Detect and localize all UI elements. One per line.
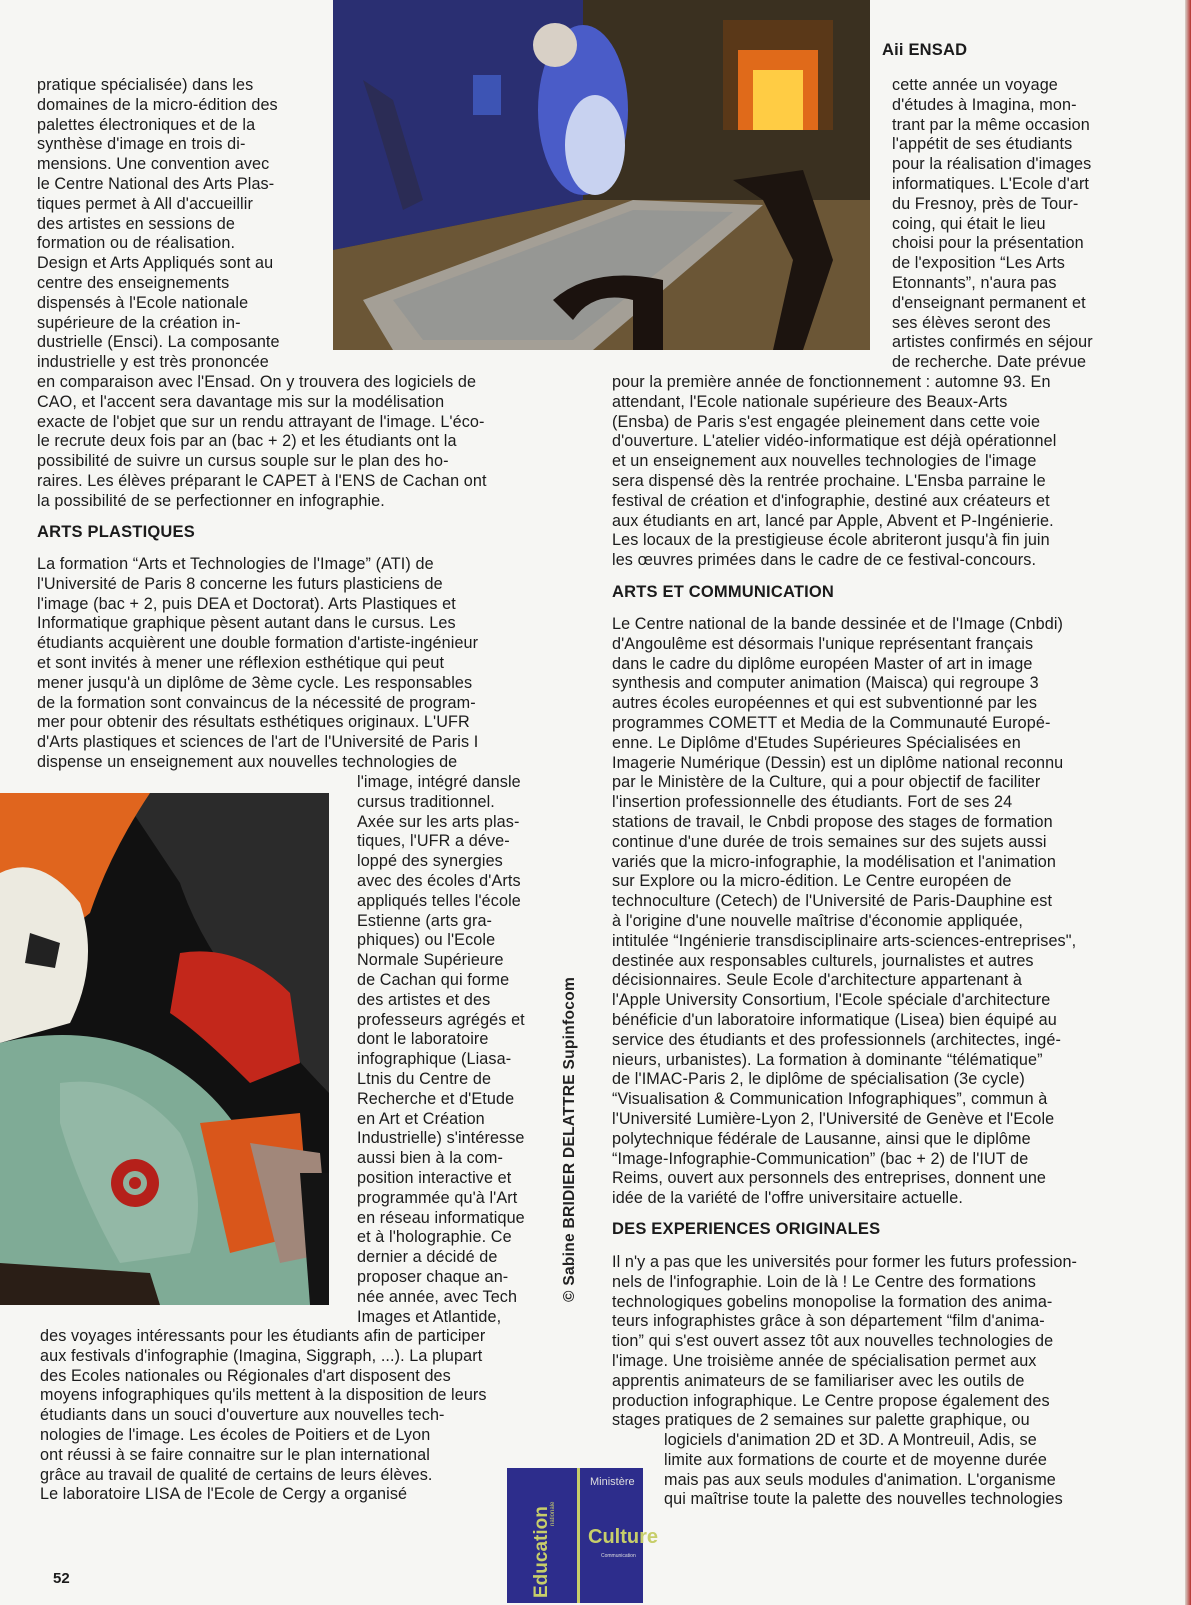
page-number: 52: [53, 1570, 70, 1587]
text-line: Recherche et d'Etude: [357, 1089, 515, 1108]
text-line: Etonnants”, n'aura pas: [892, 273, 1057, 292]
text-line: Images et Atlantide,: [357, 1307, 502, 1326]
text-line: l'Apple University Consortium, l'Ecole spéciale d'architecture: [612, 991, 1051, 1010]
col-right-full: [612, 373, 1056, 571]
text-line: service des étudiants et des professionnels (architectes, ingé-: [612, 1030, 1061, 1049]
text-line: “Visualisation & Communication Infographiques”, commun à: [612, 1090, 1048, 1109]
text-line: technologiques gobelins monopolise la formation des anima-: [612, 1292, 1053, 1311]
text-line: l'image (bac + 2, puis DEA et Doctorat). Arts Plastiques et: [37, 594, 456, 613]
text-line: idée de la variété de l'offre universitaire actuelle.: [612, 1189, 963, 1208]
text-line: trant par la même occasion: [892, 115, 1090, 134]
text-line: dispensés à l'Ecole nationale: [37, 293, 249, 312]
text-line: continue d'une durée de trois semaines sur des sujets aussi: [612, 832, 1047, 851]
text-line: logiciels d'animation 2D et 3D. A Montreuil, Adis, se: [664, 1431, 1037, 1449]
photo-credit: © Sabine BRIDIER DELATTRE Supinfocom: [561, 976, 578, 1302]
text-line: autres écoles européennes et qui est subventionné par les: [612, 694, 1038, 713]
text-line: d'Arts plastiques et sciences de l'art de l'Université de Paris I: [37, 733, 479, 752]
text-line: Le laboratoire LISA de l'Ecole de Cergy a organisé: [40, 1485, 408, 1504]
text-line: à l'origine d'une nouvelle maîtrise d'économie appliquée,: [612, 911, 1023, 930]
text-line: “Image-Infographie-Communication” (bac + 2) de l'IUT de: [612, 1149, 1029, 1168]
text-line: variés que la micro-infographie, la modélisation et l'animation: [612, 852, 1056, 871]
text-line: tiques permet à All d'accueillir: [37, 194, 253, 213]
text-line: Design et Arts Appliqués sont au: [37, 254, 274, 273]
text-line: nologies de l'image. Les écoles de Poitiers et de Lyon: [40, 1425, 431, 1444]
col-left-full: [37, 373, 487, 512]
logo-communication: Communication: [601, 1553, 636, 1559]
text-line: l'image, intégré dansle: [357, 773, 521, 791]
text-line: tion” qui s'est ouvert assez tôt aux nouvelles technologies de: [612, 1332, 1054, 1351]
text-line: polytechnique fédérale de Lausanne, ainsi que le diplôme: [612, 1129, 1031, 1148]
text-line: des artistes en sessions de: [37, 214, 235, 233]
text-line: limite aux formations de courte et de moyenne durée: [664, 1450, 1048, 1469]
text-line: Reims, ouvert aux personnels des entreprises, donnent une: [612, 1169, 1047, 1188]
text-line: infographique (Liasa-: [357, 1050, 512, 1069]
text-line: d'études à Imagina, mon-: [892, 95, 1077, 114]
text-line: phiques) ou l'Ecole: [357, 931, 496, 950]
text-line: possibilité de suivre un cursus souple sur le plan des ho-: [37, 452, 449, 471]
text-line: formation ou de réalisation.: [37, 234, 236, 253]
text-line: les œuvres primées dans le cadre de ce festival-concours.: [612, 551, 1037, 570]
heading-arts-communication: ARTS ET COMMUNICATION: [612, 583, 835, 601]
text-line: professeurs agrégés et: [357, 1010, 525, 1029]
text-line: CAO, et l'accent sera davantage mis sur la modélisation: [37, 392, 445, 411]
text-line: l'Université de Paris 8 concerne les futurs plasticiens de: [37, 574, 443, 593]
text-line: en réseau informatique: [357, 1208, 525, 1227]
text-line: avec des écoles d'Arts: [357, 871, 521, 890]
text-line: ont réussi à se faire connaitre sur le plan international: [40, 1445, 430, 1464]
text-line: le recrute deux fois par an (bac + 2) et les étudiants ont la: [37, 432, 457, 451]
text-line: destinée aux responsables culturels, journalistes et autres: [612, 951, 1034, 970]
text-line: dustrielle (Ensci). La composante: [37, 333, 280, 352]
text-line: La formation “Arts et Technologies de l'Image” (ATI) de: [37, 555, 434, 573]
text-line: mener jusqu'à un diplôme de 3ème cycle. Les responsables: [37, 673, 473, 692]
text-line: ses élèves seront des: [892, 313, 1051, 332]
text-line: des artistes et des: [357, 990, 491, 1009]
text-line: exacte de l'objet que sur un rendu attrayant de l'image. L'éco-: [37, 412, 485, 431]
arts-plastiques-body: [37, 555, 478, 773]
text-line: intitulée “Ingénierie transdisciplinaire arts-sciences-entreprises",: [612, 931, 1077, 950]
text-line: coing, qui était le lieu: [892, 214, 1046, 233]
text-line: cette année un voyage: [892, 76, 1058, 94]
text-line: pratique spécialisée) dans les: [37, 76, 254, 94]
text-line: de la formation sont convaincus de la nécessité de program-: [37, 693, 476, 712]
text-line: et sont invités à mener une réflexion esthétique qui peut: [37, 653, 445, 672]
heading-aii-ensad: Aii ENSAD: [882, 41, 968, 59]
text-line: aux étudiants en art, lancé par Apple, Abvent et P-Ingénierie.: [612, 511, 1054, 530]
text-line: teurs infographistes grâce à son département “film d'anima-: [612, 1312, 1045, 1331]
text-line: l'image. Une troisième année de spécialisation permet aux: [612, 1351, 1037, 1370]
text-line: l'insertion professionnelle des étudiants. Fort de ses 24: [612, 793, 1013, 812]
text-line: centre des enseignements: [37, 273, 230, 292]
text-line: en comparaison avec l'Ensad. On y trouvera des logiciels de: [37, 373, 477, 391]
text-line: loppé des synergies: [357, 852, 503, 871]
text-line: stations de travail, le Cnbdi propose des stages de formation: [612, 812, 1053, 831]
text-line: raires. Les élèves préparant le CAPET à l'ENS de Cachan ont: [37, 471, 487, 490]
text-line: domaines de la micro-édition des: [37, 95, 278, 114]
text-line: nels de l'infographie. Loin de là ! Le Centre des formations: [612, 1272, 1036, 1291]
text-line: aussi bien à la com-: [357, 1149, 503, 1168]
text-line: pour la première année de fonctionnement : automne 93. En: [612, 373, 1051, 391]
text-line: grâce au travail de qualité de certains de leurs élèves.: [40, 1465, 433, 1484]
text-line: Normale Supérieure: [357, 951, 504, 970]
text-line: des Ecoles nationales ou Régionales d'art disposent des: [40, 1366, 451, 1385]
text-line: de l'exposition “Les Arts: [892, 254, 1065, 273]
text-line: Imagerie Numérique (Dessin) est un diplôme national reconnu: [612, 753, 1064, 772]
text-line: informatiques. L'Ecole d'art: [892, 174, 1090, 193]
text-line: en Art et Création: [357, 1109, 485, 1128]
text-line: appliqués telles l'école: [357, 891, 521, 910]
text-line: Ltnis du Centre de: [357, 1069, 492, 1088]
text-line: mensions. Une convention avec: [37, 155, 270, 174]
text-line: d'Angoulême est désormais l'unique représentant français: [612, 634, 1034, 653]
text-line: tiques, l'UFR a déve-: [357, 832, 510, 851]
text-line: bénéficie d'un laboratoire informatique (Lisea) bien équipé au: [612, 1010, 1057, 1029]
text-line: aux festivals d'infographie (Imagina, Siggraph, ...). La plupart: [40, 1346, 483, 1365]
logo-nationale: nationale: [550, 1501, 556, 1526]
text-line: étudiants dans un souci d'ouverture aux nouvelles tech-: [40, 1406, 445, 1425]
text-line: d'enseignant permanent et: [892, 293, 1086, 312]
text-line: mer pour obtenir des résultats esthétiques originaux. L'UFR: [37, 713, 470, 732]
text-line: étudiants acquièrent une double formation d'artiste-ingénieur: [37, 634, 479, 653]
text-line: attendant, l'Ecole nationale supérieure des Beaux-Arts: [612, 392, 1008, 411]
text-line: et un enseignement aux nouvelles technologies de l'image: [612, 452, 1037, 471]
text-line: Il n'y a pas que les universités pour former les futurs profession-: [612, 1253, 1078, 1271]
text-line: par le Ministère de la Culture, qui a pour objectif de faciliter: [612, 773, 1041, 792]
text-line: proposer chaque an-: [357, 1267, 509, 1286]
text-line: du Fresnoy, près de Tour-: [892, 194, 1079, 213]
text-line: sera dispensé dès la rentrée prochaine. L'Ensba parraine le: [612, 471, 1046, 490]
text-line: supérieure de la création in-: [37, 313, 241, 332]
text-line: des voyages intéressants pour les étudiants afin de participer: [40, 1327, 486, 1345]
col-left-top: [37, 76, 280, 373]
experiences-body-indented: [664, 1431, 1063, 1510]
text-line: l'Université Lumière-Lyon 2, l'Université de Genève et l'Ecole: [612, 1109, 1055, 1128]
text-line: artistes confirmés en séjour: [892, 333, 1093, 352]
text-line: dispense un enseignement aux nouvelles technologies de: [37, 752, 458, 771]
text-line: qui maîtrise toute la palette des nouvelles technologies: [664, 1490, 1063, 1509]
text-line: dernier a décidé de: [357, 1248, 498, 1267]
text-line: synthèse d'image en trois di-: [37, 135, 246, 154]
text-line: décisionnaires. Seule Ecole d'architecture appartenant à: [612, 971, 1023, 990]
render-image: [333, 0, 870, 350]
ministry-logo: [507, 1468, 658, 1603]
logo-ministere: Ministère: [590, 1476, 635, 1488]
text-line: choisi pour la présentation: [892, 234, 1084, 253]
text-line: synthesis and computer animation (Maisca) qui regroupe 3: [612, 674, 1039, 693]
text-line: dont le laboratoire: [357, 1030, 489, 1049]
text-line: moyens infographiques qu'ils mettent à la disposition de leurs: [40, 1386, 487, 1405]
text-line: cursus traditionnel.: [357, 792, 495, 811]
text-line: d'ouverture. L'atelier vidéo-informatique est déjà opérationnel: [612, 432, 1057, 451]
text-line: Le Centre national de la bande dessinée et de l'Image (Cnbdi): [612, 615, 1064, 633]
text-line: enne. Le Diplôme d'Etudes Supérieures Spécialisées en: [612, 733, 1021, 752]
heading-experiences: DES EXPERIENCES ORIGINALES: [612, 1220, 881, 1238]
text-line: position interactive et: [357, 1168, 512, 1187]
col-narrow-beside-painting: [357, 773, 525, 1327]
page-edge: [1185, 0, 1191, 1605]
text-line: stages pratiques de 2 semaines sur palette graphique, ou: [612, 1411, 1030, 1430]
text-line: industrielle y est très prononcée: [37, 353, 269, 372]
text-line: le Centre National des Arts Plas-: [37, 174, 275, 193]
logo-education: Education: [531, 1506, 552, 1598]
text-line: palettes électroniques et de la: [37, 115, 256, 134]
text-line: la possibilité de se perfectionner en infographie.: [37, 491, 385, 510]
col-right-top: [892, 76, 1093, 373]
text-line: production infographique. Le Centre propose également des: [612, 1391, 1050, 1410]
col-left-bottom: [40, 1327, 487, 1505]
text-line: programmes COMETT et Media de la Communauté Europé-: [612, 713, 1051, 732]
text-line: dans le cadre du diplôme européen Master of art in image: [612, 654, 1033, 673]
heading-arts-plastiques: ARTS PLASTIQUES: [37, 523, 195, 541]
text-line: et à l'holographie. Ce: [357, 1228, 512, 1247]
arts-communication-body: [612, 615, 1076, 1209]
text-line: nieurs, urbanistes). La formation à dominante “télématique”: [612, 1050, 1043, 1069]
text-line: pour la réalisation d'images: [892, 155, 1092, 174]
text-line: Estienne (arts gra-: [357, 911, 493, 930]
text-line: (Ensba) de Paris s'est engagée pleinement dans cette voie: [612, 412, 1041, 431]
text-line: Industrielle) s'intéresse: [357, 1129, 525, 1148]
text-line: mais pas aux seuls modules d'animation. L'organisme: [664, 1470, 1056, 1489]
text-line: festival de création et d'infographie, destiné aux créateurs et: [612, 491, 1050, 510]
text-line: de l'IMAC-Paris 2, le diplôme de spécialisation (3e cycle): [612, 1070, 1025, 1089]
text-line: technoculture (Cetech) de l'Université de Paris-Dauphine est: [612, 892, 1053, 911]
experiences-body: [612, 1253, 1077, 1431]
text-line: Les locaux de la prestigieuse école abriteront jusqu'à fin juin: [612, 531, 1050, 550]
logo-divider: [577, 1468, 580, 1603]
text-line: Axée sur les arts plas-: [357, 812, 520, 831]
text-line: Informatique graphique pèsent autant dans le cursus. Les: [37, 614, 456, 633]
text-line: née année, avec Tech: [357, 1287, 518, 1306]
painting-image: [0, 793, 329, 1305]
text-line: apprentis animateurs de se familiariser avec les outils de: [612, 1371, 1025, 1390]
text-line: de recherche. Date prévue: [892, 353, 1087, 372]
text-line: sur Explore ou la micro-édition. Le Centre européen de: [612, 872, 1012, 891]
text-line: l'appétit de ses étudiants: [892, 135, 1073, 154]
text-line: programmée qu'à l'Art: [357, 1188, 518, 1207]
text-line: de Cachan qui forme: [357, 970, 510, 989]
logo-culture: Culture: [588, 1526, 658, 1548]
